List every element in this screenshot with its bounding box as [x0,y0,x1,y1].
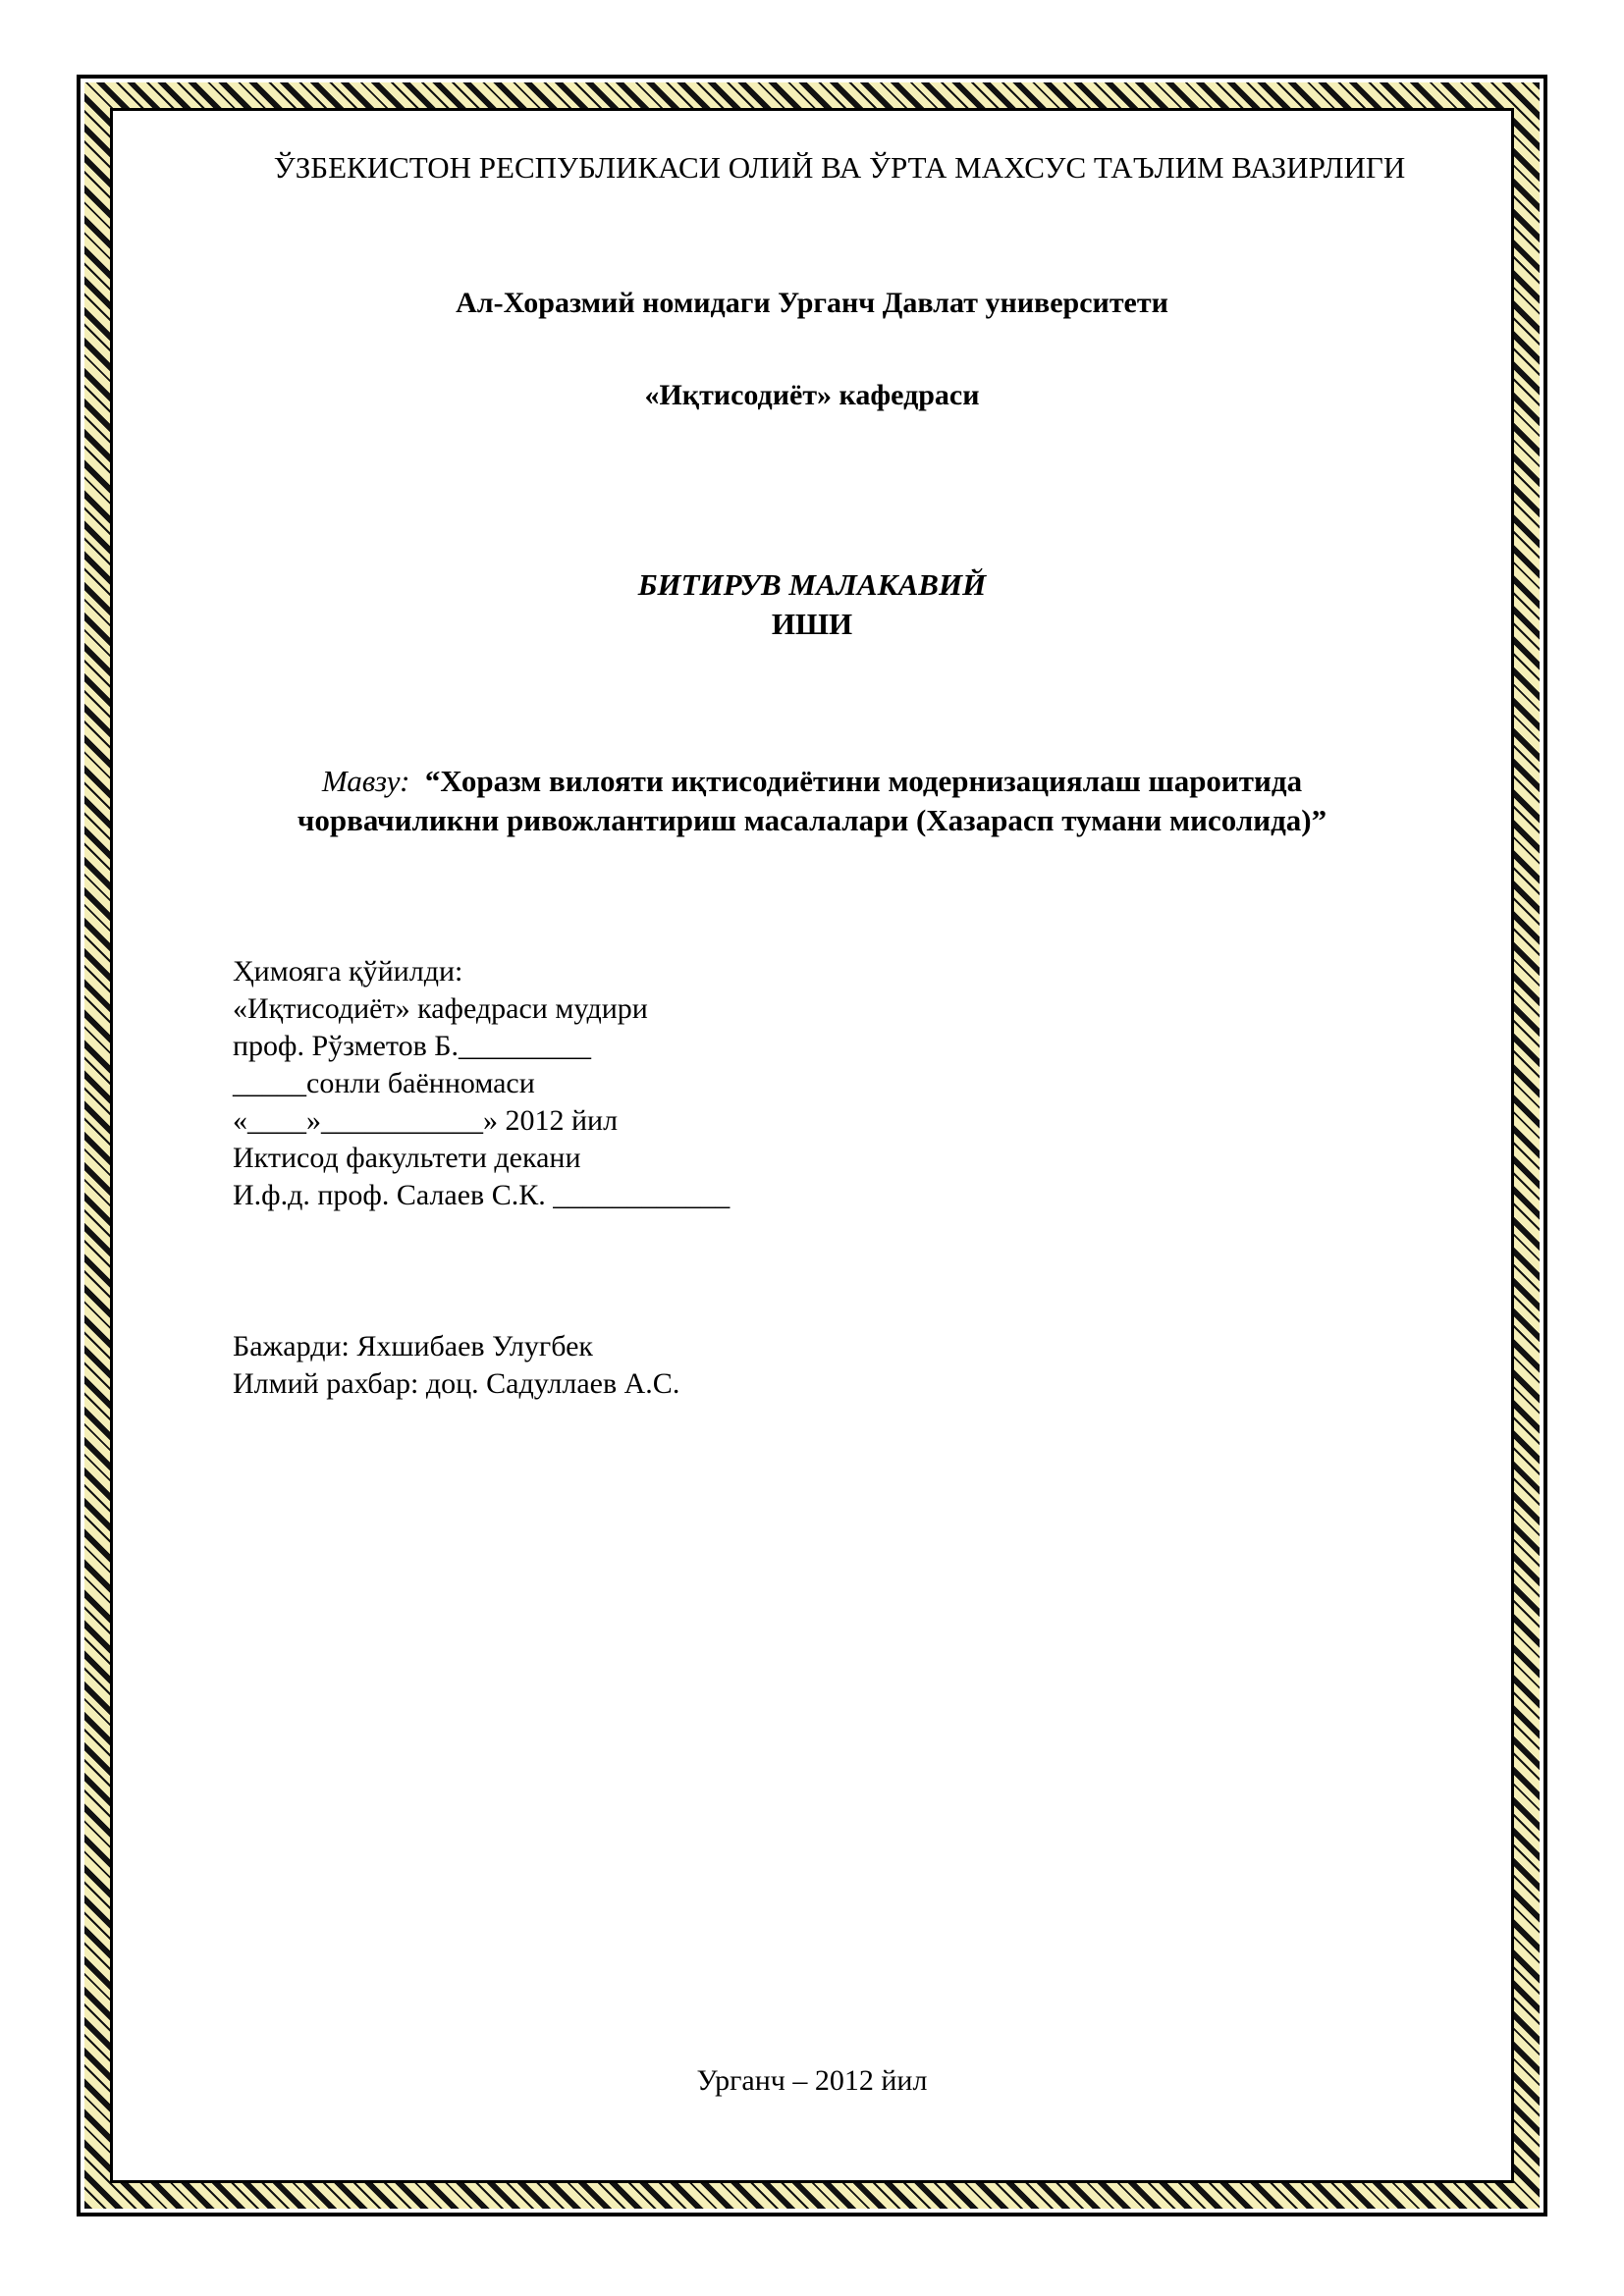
topic-line-1 [113,764,1511,799]
title-page [113,111,1511,2180]
defense-line: «____»___________» 2012 йил [233,1104,619,1137]
defense-approval-block [233,953,730,1214]
ministry-heading: ЎЗБЕКИСТОН РЕСПУБЛИКАСИ ОЛИЙ ВА ЎРТА МАХСУС ТАЪЛИМ ВАЗИРЛИГИ [273,150,1406,185]
topic-label: Мавзу: [321,764,410,798]
topic-line-2: чорвачиликни ривожлантириш масалалари (Хазарасп тумани мисолида)” [297,803,1327,837]
work-type-line-2: ИШИ [771,607,853,641]
defense-line: «Иқтисодиёт» кафедраси мудири [233,992,648,1025]
author-block [233,1328,679,1403]
work-type-line-1: БИТИРУВ МАЛАКАВИЙ [637,567,987,602]
supervisor-line: Илмий рахбар: доц. Садуллаев А.С. [233,1367,680,1400]
defense-line: _____сонли баённомаси [233,1067,535,1099]
performer-line: Бажарди: Яхшибаев Улугбек [233,1330,593,1362]
defense-line: Ҳимояга қўйилди: [233,955,463,988]
department-name: «Иқтисодиёт» кафедраси [644,379,980,411]
university-name: Ал-Хоразмий номидаги Урганч Давлат университети [456,287,1168,319]
topic-text-1: “Хоразм вилояти иқтисодиётини модернизациялаш шароитида [424,764,1303,798]
place-year: Урганч – 2012 йил [696,2064,928,2097]
defense-line: И.ф.д. проф. Салаев С.К. ____________ [233,1179,731,1211]
defense-line: Иктисод факультети декани [233,1142,581,1174]
defense-line: проф. Рўзметов Б._________ [233,1030,592,1062]
